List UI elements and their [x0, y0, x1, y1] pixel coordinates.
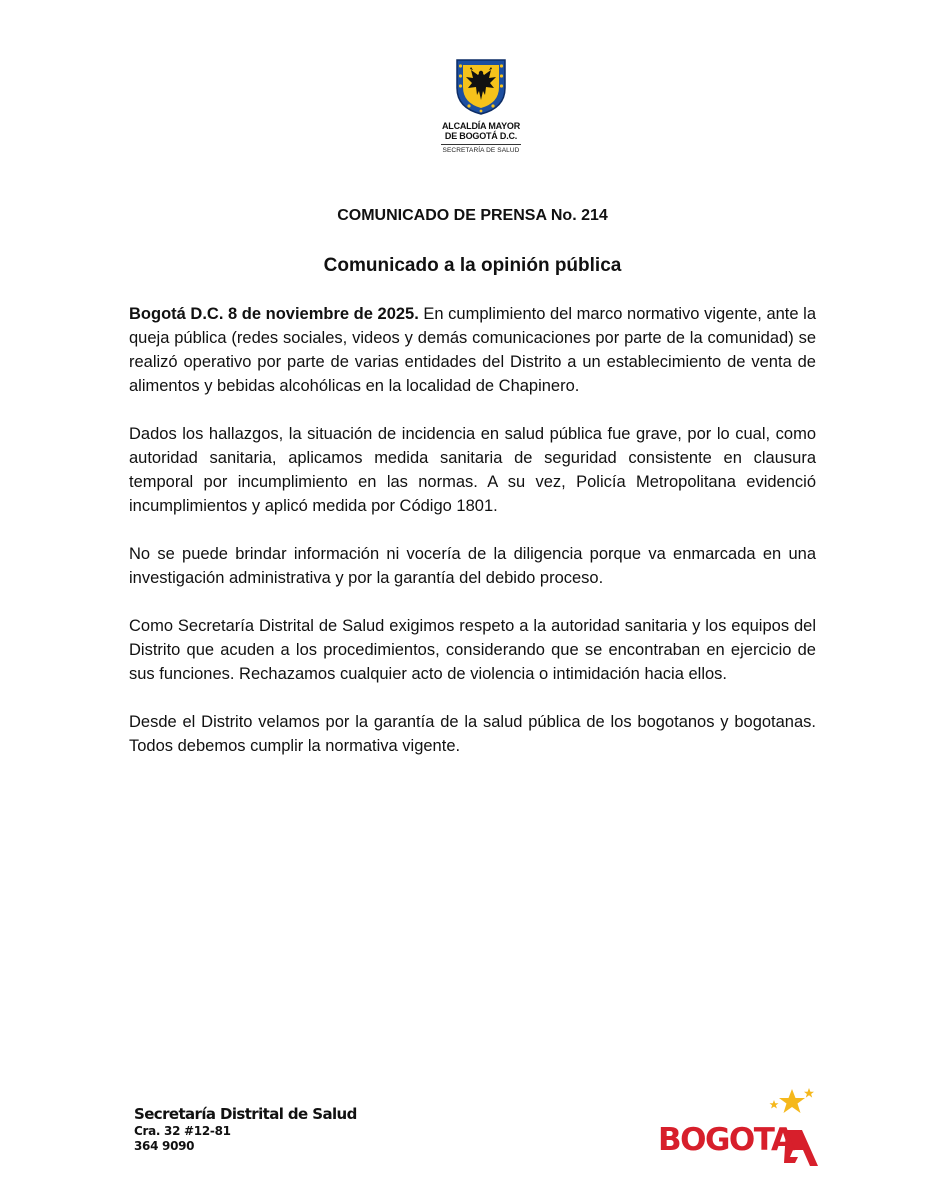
press-release-number: COMUNICADO DE PRENSA No. 214 — [337, 207, 608, 224]
bogota-wordmark: BOGOTA — [658, 1122, 794, 1158]
logo-divider — [441, 144, 521, 145]
paragraph-3: No se puede brindar información ni vocería de la diligencia porque va enmarcada en una investigación administrativa y por la garantía del debido proceso. — [129, 545, 816, 587]
paragraph-1 — [129, 302, 816, 398]
logo-title-line1: ALCALDÍA MAYOR — [441, 121, 521, 131]
paragraph-2: Dados los hallazgos, la situación de incidencia en salud pública fue grave, por lo cual, como autoridad sanitaria, aplicamos medida sanitaria de seguridad consistente en clausura temporal por incumplimiento en las normas. A su vez, Policía Metropolitana evidenció incumplimientos y aplicó medida por Código 1801. — [129, 425, 816, 515]
logo-subtitle: SECRETARÍA DE SALUD — [442, 147, 520, 154]
footer-phone: 364 9090 — [134, 1139, 195, 1153]
document-title: Comunicado a la opinión pública — [323, 255, 622, 276]
footer-contact — [134, 1104, 357, 1154]
header-logo — [431, 58, 531, 155]
bogota-brand-logo — [654, 1086, 824, 1176]
document-body — [129, 302, 816, 782]
footer-organization: Secretaría Distrital de Salud — [134, 1105, 357, 1123]
paragraph-4: Como Secretaría Distrital de Salud exigimos respeto a la autoridad sanitaria y los equipos del Distrito que acuden a los procedimientos, considerando que se encontraban en ejercicio de sus funciones. Rechazamos cualquier acto de violencia o intimidación hacia ellos. — [129, 617, 816, 683]
paragraph-1-text: En cumplimiento del marco normativo vigente, ante la queja pública (redes sociales, videos y demás comunicaciones por parte de la comunidad) se realizó operativo por parte de varias entidades del Distrito a un establecimiento de venta de alimentos y bebidas alcohólicas en la localidad de Chapinero. — [129, 305, 816, 395]
dateline: Bogotá D.C. 8 de noviembre de 2025. — [129, 305, 419, 323]
bogota-coat-of-arms-icon — [455, 58, 507, 116]
paragraph-5: Desde el Distrito velamos por la garantía de la salud pública de los bogotanos y bogotanas. Todos debemos cumplir la normativa vigente. — [129, 713, 816, 755]
logo-title-line2: DE BOGOTÁ D.C. — [444, 131, 518, 141]
footer-address: Cra. 32 #12-81 — [134, 1124, 231, 1138]
